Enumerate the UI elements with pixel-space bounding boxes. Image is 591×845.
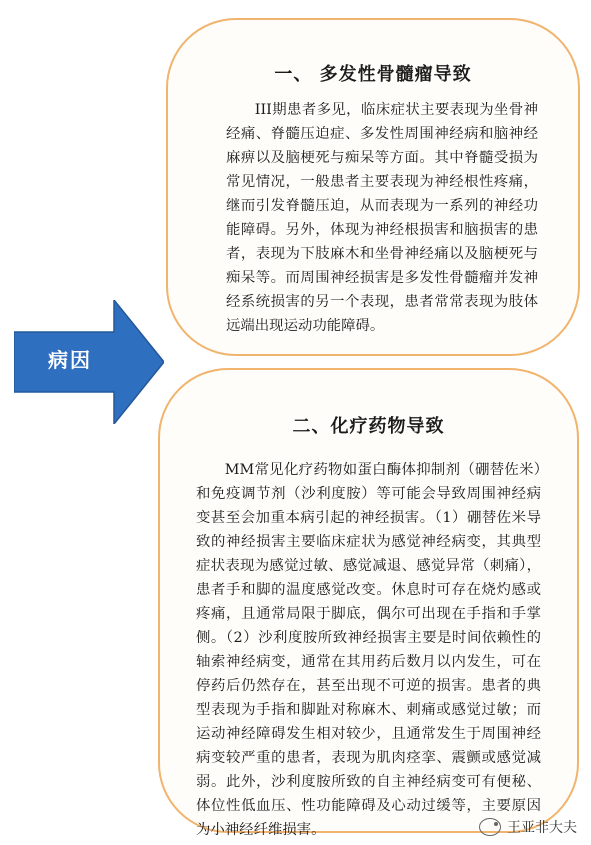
watermark-text: 王亚非大夫: [507, 820, 577, 836]
cause-box-title: 一、 多发性骨髓瘤导致: [274, 64, 472, 85]
watermark: [479, 817, 577, 837]
cause-box-multiple-myeloma: [166, 18, 580, 356]
cause-arrow-label: 病因: [48, 348, 92, 372]
wechat-icon: [479, 818, 501, 836]
cause-box-text: MM常见化疗药物如蛋白酶体抑制剂（硼替佐米）和免疫调节剂（沙利度胺）等可能会导致周围神经病变甚至会加重本病引起的神经损害。（1）硼替佐米导致的神经损害主要临床症状为感觉神经病变，其典型症状表现为感觉过敏、感觉减退、感觉异常（刺痛），患者手和脚的温度感觉改变。休息时可存在烧灼感或疼痛，且通常局限于脚底，偶尔可出现在手指和手掌侧。（2）沙利度胺所致神经损害主要是时间依赖性的轴索神经病变，通常在其用药后数月以内发生，可在停药后仍然存在，甚至出现不可逆的损害。患者的典型表现为手指和脚趾对称麻木、刺痛或感觉过敏；而运动神经障碍发生相对较少，且通常发生于周围神经病变较严重的患者，表现为肌肉痉挛、震颤或感觉减弱。此外，沙利度胺所致的自主神经病变可有便秘、体位性低血压、性功能障碍及心动过缓等，主要原因为小神经纤维损害。: [196, 462, 541, 838]
cause-box-chemotherapy: [158, 368, 579, 838]
cause-box-text: III期患者多见，临床症状主要表现为坐骨神经痛、脊髓压迫症、多发性周围神经病和脑神经麻痹以及脑梗死与痴呆等方面。其中脊髓受损为常见情况，一般患者主要表现为神经根性疼痛，继而引发脊髓压迫，从而表现为一系列的神经功能障碍。另外，体现为神经根损害和脑损害的患者，表现为下肢麻木和坐骨神经痛以及脑梗死与痴呆等。而周围神经损害是多发性骨髓瘤并发神经系统损害的另一个表现，患者常常表现为肢体远端出现运动功能障碍。: [226, 102, 538, 334]
cause-box-title: 二、化疗药物导致: [292, 416, 445, 437]
